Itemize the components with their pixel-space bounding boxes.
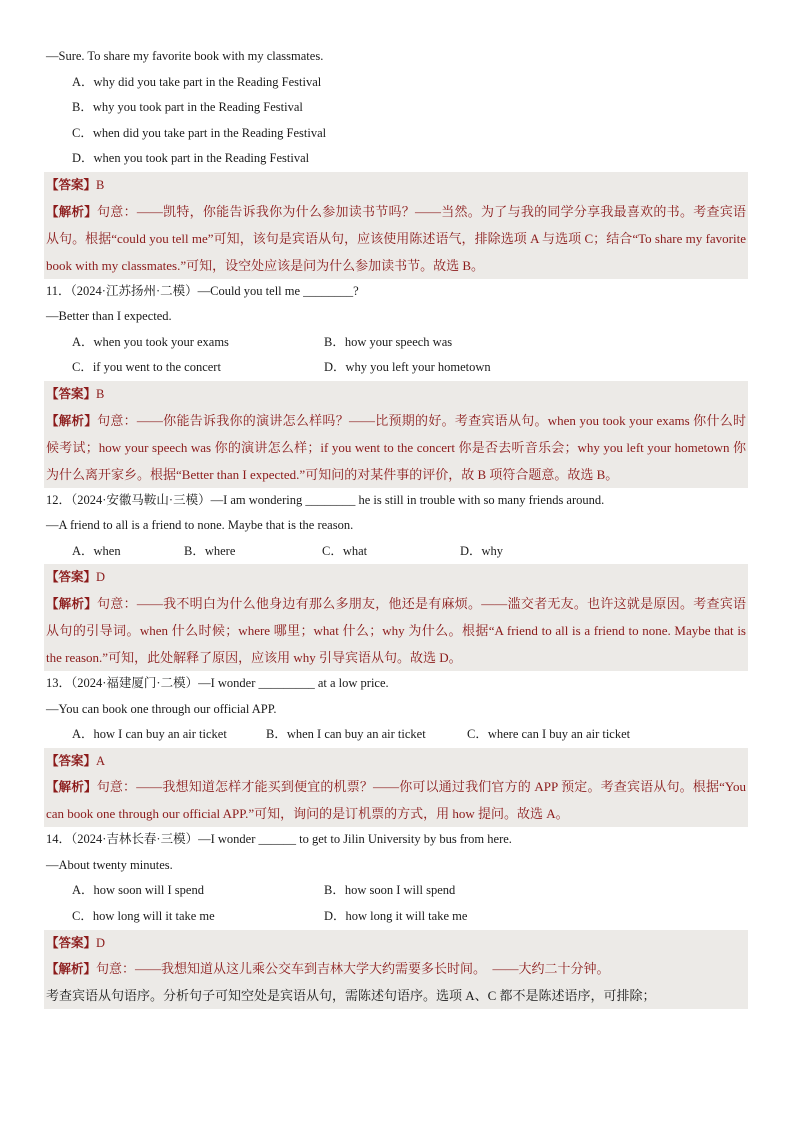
q12-options-row (46, 539, 748, 565)
q11-reply: —Better than I expected. (46, 309, 172, 324)
q11-option-c[interactable]: C．if you went to the concert (72, 360, 221, 375)
q11-option-d[interactable]: D．why you left your hometown (324, 360, 491, 375)
q13-options-row (46, 722, 748, 748)
q11-stem: 11．（2024·江苏扬州·二模）—Could you tell me ________? (46, 283, 359, 298)
q10-answer: 【答案】B (46, 176, 105, 192)
q12-option-a[interactable]: A．when (72, 543, 121, 558)
document-page (46, 44, 748, 1009)
q12-option-b[interactable]: B．where (184, 543, 236, 558)
q10-option-b[interactable]: B．why you took part in the Reading Festival (72, 100, 303, 115)
q14-answer: 【答案】D (46, 934, 106, 950)
q10-option-c[interactable]: C．when did you take part in the Reading Festival (72, 125, 327, 140)
q11-options-row2 (46, 355, 748, 381)
q12-answer: 【答案】D (46, 569, 106, 585)
q13-option-a[interactable]: A．how I can buy an air ticket (72, 727, 227, 742)
q11-option-b[interactable]: B．how your speech was (324, 334, 453, 349)
q14-explanation-line2: 考查宾语从句语序。分析句子可知空处是宾语从句，需陈述句语序。选项 A、C 都不是陈述语序，可排除； (46, 988, 656, 1004)
q13-option-b[interactable]: B．when I can buy an air ticket (266, 727, 426, 742)
q13-answer: 【答案】A (46, 752, 106, 768)
q11-answer: 【答案】B (46, 385, 105, 401)
q13-reply: —You can book one through our official APP. (46, 701, 277, 716)
q14-options-row2 (46, 904, 748, 930)
q14-stem: 14．（2024·吉林长春·三模）—I wonder ______ to get to Jilin University by bus from here. (46, 832, 512, 847)
q11-option-a[interactable]: A．when you took your exams (72, 334, 229, 349)
q13-option-c[interactable]: C．where can I buy an air ticket (467, 727, 631, 742)
q12-stem: 12．（2024·安徽马鞍山·三模）—I am wondering ________ he is still in trouble with so many friends around. (46, 492, 605, 507)
q13-answer-block (44, 748, 748, 828)
q14-options-row1 (46, 878, 748, 904)
q12-option-c[interactable]: C．what (322, 543, 368, 558)
q12-option-d[interactable]: D．why (460, 543, 504, 558)
q10-answer-block (44, 172, 748, 279)
q14-option-c[interactable]: C．how long will it take me (72, 909, 215, 924)
q14-option-b[interactable]: B．how soon I will spend (324, 883, 456, 898)
q10-reply: —Sure. To share my favorite book with my classmates. (46, 49, 324, 63)
q11-answer-block (44, 381, 748, 488)
q14-option-d[interactable]: D．how long it will take me (324, 909, 468, 924)
q12-answer-block (44, 564, 748, 671)
q14-option-a[interactable]: A．how soon will I spend (72, 883, 204, 898)
q10-option-d[interactable]: D．when you took part in the Reading Festival (72, 151, 310, 166)
q14-reply: —About twenty minutes. (46, 857, 173, 872)
q10-explanation: 【解析】句意：——凯特，你能告诉我你为什么参加读书节吗？——当然。为了与我的同学分享我最喜欢的书。考查宾语从句。根据“could you tell me”可知，该句是宾语从句，应该使用陈述语气，排除选项 A 与选项 C；结合“To share my favorite book with my classmates.”可知，设空处应该是问为什么参加读书节。故选 B。 (46, 203, 746, 273)
q11-options-row1 (46, 330, 748, 356)
q13-explanation: 【解析】句意：——我想知道怎样才能买到便宜的机票？——你可以通过我们官方的 APP 预定。考查宾语从句。根据“You can book one through our official APP.”可知，询问的是订机票的方式，用 how 提问。故选 A。 (46, 779, 746, 822)
q11-explanation: 【解析】句意：——你能告诉我你的演讲怎么样吗？——比预期的好。考查宾语从句。when you took your exams 你什么时候考试；how your speech was 你的演讲怎么样；if you went to the concert 你是否去听音乐会；why you left your hometown 你为什么离开家乡。根据“Better than I expected.”可知问的对某件事的评价，故 B 项符合题意。故选 B。 (46, 412, 746, 482)
q12-reply: —A friend to all is a friend to none. Maybe that is the reason. (46, 518, 354, 533)
q14-explanation-line1: 【解析】句意：——我想知道从这儿乘公交车到吉林大学大约需要多长时间。 ——大约二十分钟。 (46, 961, 610, 977)
q14-answer-block (44, 930, 748, 1010)
q13-stem: 13．（2024·福建厦门·二模）—I wonder _________ at a low price. (46, 675, 389, 690)
q12-explanation: 【解析】句意：——我不明白为什么他身边有那么多朋友，他还是有麻烦。——滥交者无友。也许这就是原因。考查宾语从句的引导词。when 什么时候；where 哪里；what 什么；why 为什么。根据“A friend to all is a friend to none. Maybe that is the reason.”可知，此处解释了原因，应该用 why 引导宾语从句。故选 D。 (46, 595, 746, 665)
q10-option-a[interactable]: A．why did you take part in the Reading Festival (72, 74, 322, 89)
